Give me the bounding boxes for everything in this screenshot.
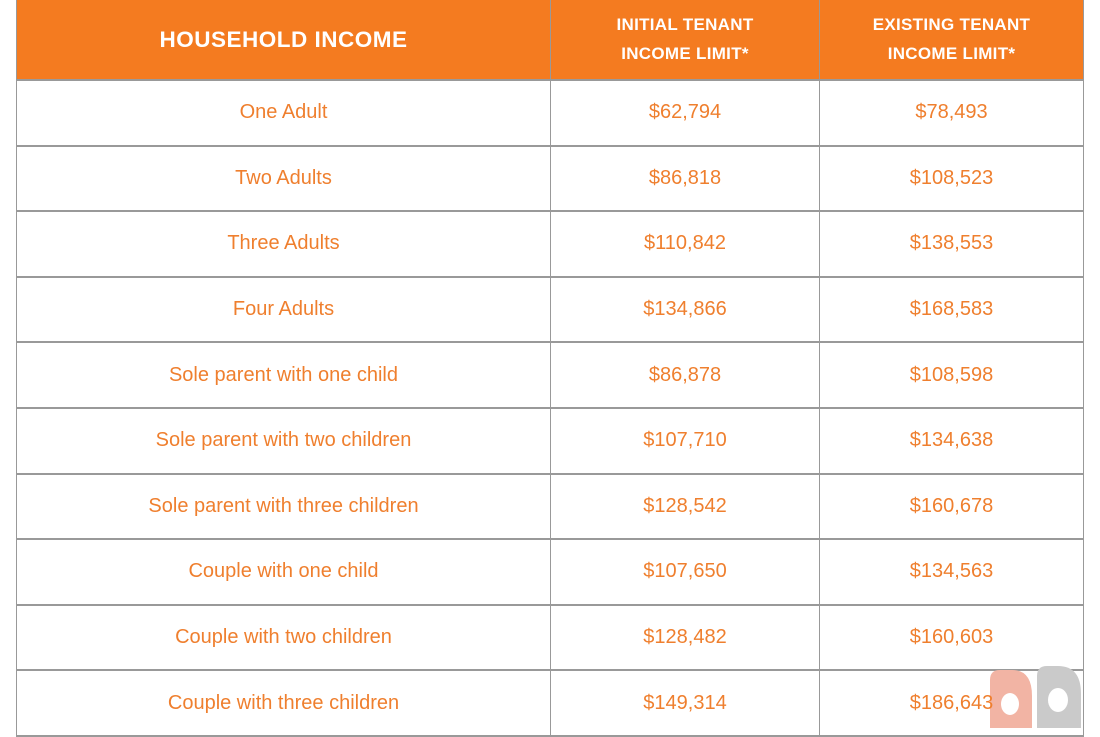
initial-limit-cell-text: $110,842 xyxy=(644,232,726,255)
col-header-household-income xyxy=(17,0,551,80)
initial-limit-cell-text: $149,314 xyxy=(643,691,727,714)
household-type-cell xyxy=(17,670,551,736)
household-type-cell xyxy=(17,474,551,540)
header-row xyxy=(17,0,1084,80)
existing-limit-cell-text: $160,603 xyxy=(909,626,994,649)
household-type-cell xyxy=(17,539,551,605)
household-type-cell-text: Two Adults xyxy=(235,166,332,189)
watermark-logo xyxy=(988,666,1083,728)
household-type-cell xyxy=(17,605,551,671)
existing-limit-cell-text: $78,493 xyxy=(915,101,988,124)
household-type-cell-text: One Adult xyxy=(239,101,328,124)
watermark-letter-right-counter xyxy=(1048,688,1068,712)
household-type-cell xyxy=(17,211,551,277)
existing-limit-cell-text: $168,583 xyxy=(909,298,994,321)
existing-limit-cell xyxy=(820,80,1084,146)
table-body xyxy=(17,80,1084,736)
table-row xyxy=(17,539,1084,605)
household-type-cell-text: Couple with three children xyxy=(167,691,400,714)
watermark-letters-graphic xyxy=(988,666,1083,728)
existing-limit-cell xyxy=(820,474,1084,540)
existing-limit-cell-text: $138,553 xyxy=(909,232,994,255)
household-type-cell xyxy=(17,408,551,474)
existing-limit-cell-text: $134,563 xyxy=(909,560,994,583)
existing-tenant-header-line2: INCOME LIMIT* xyxy=(887,43,1016,63)
initial-limit-cell-text: $62,794 xyxy=(648,101,722,124)
household-type-cell xyxy=(17,146,551,212)
table-row xyxy=(17,277,1084,343)
household-type-cell xyxy=(17,277,551,343)
initial-limit-cell xyxy=(551,408,820,474)
table-row xyxy=(17,408,1084,474)
initial-limit-cell xyxy=(551,211,820,277)
initial-limit-cell xyxy=(551,670,820,736)
table-row xyxy=(17,80,1084,146)
initial-limit-cell xyxy=(551,605,820,671)
watermark-letter-left-counter xyxy=(1001,693,1019,715)
table-row xyxy=(17,211,1084,277)
col-header-initial-tenant-limit xyxy=(551,0,820,80)
household-type-cell-text: Sole parent with one child xyxy=(168,363,399,386)
initial-limit-cell xyxy=(551,342,820,408)
existing-limit-cell-text: $108,523 xyxy=(909,166,994,189)
existing-limit-cell-text: $160,678 xyxy=(909,494,994,517)
initial-limit-cell-text: $134,866 xyxy=(643,298,727,321)
household-type-cell-text: Couple with one child xyxy=(188,560,379,583)
initial-limit-cell-text: $86,818 xyxy=(648,166,722,189)
table-row xyxy=(17,342,1084,408)
initial-limit-cell-text: $128,542 xyxy=(643,494,727,517)
existing-limit-cell xyxy=(820,539,1084,605)
household-type-cell-text: Four Adults xyxy=(232,298,335,321)
initial-limit-cell-text: $86,878 xyxy=(648,363,722,386)
household-type-cell-text: Couple with two children xyxy=(175,626,392,649)
initial-limit-cell xyxy=(551,474,820,540)
existing-tenant-header-line1: EXISTING TENANT xyxy=(872,14,1031,34)
initial-limit-cell-text: $107,650 xyxy=(643,560,727,583)
household-type-cell-text: Sole parent with two children xyxy=(155,429,412,452)
table-row xyxy=(17,605,1084,671)
household-type-cell xyxy=(17,80,551,146)
household-income-header-text: HOUSEHOLD INCOME xyxy=(159,26,408,52)
existing-limit-cell-text: $134,638 xyxy=(909,429,994,452)
table-row xyxy=(17,474,1084,540)
existing-limit-cell-text: $186,643 xyxy=(909,691,994,714)
initial-limit-cell xyxy=(551,539,820,605)
initial-limit-cell xyxy=(551,80,820,146)
initial-limit-cell-text: $107,710 xyxy=(643,429,727,452)
col-header-existing-tenant-limit xyxy=(820,0,1084,80)
initial-limit-cell xyxy=(551,146,820,212)
table-row xyxy=(17,146,1084,212)
existing-limit-cell-text: $108,598 xyxy=(909,363,994,386)
household-type-cell-text: Sole parent with three children xyxy=(148,494,419,517)
existing-limit-cell xyxy=(820,146,1084,212)
existing-limit-cell xyxy=(820,342,1084,408)
existing-limit-cell xyxy=(820,408,1084,474)
existing-limit-cell xyxy=(820,211,1084,277)
existing-limit-cell xyxy=(820,277,1084,343)
initial-limit-cell-text: $128,482 xyxy=(643,626,727,649)
income-limits-table xyxy=(16,0,1084,737)
initial-tenant-header-line1: INITIAL TENANT xyxy=(616,14,754,34)
table-row xyxy=(17,670,1084,736)
initial-limit-cell xyxy=(551,277,820,343)
initial-tenant-header-line2: INCOME LIMIT* xyxy=(621,43,749,63)
existing-limit-cell xyxy=(820,605,1084,671)
household-type-cell xyxy=(17,342,551,408)
household-type-cell-text: Three Adults xyxy=(227,232,340,255)
